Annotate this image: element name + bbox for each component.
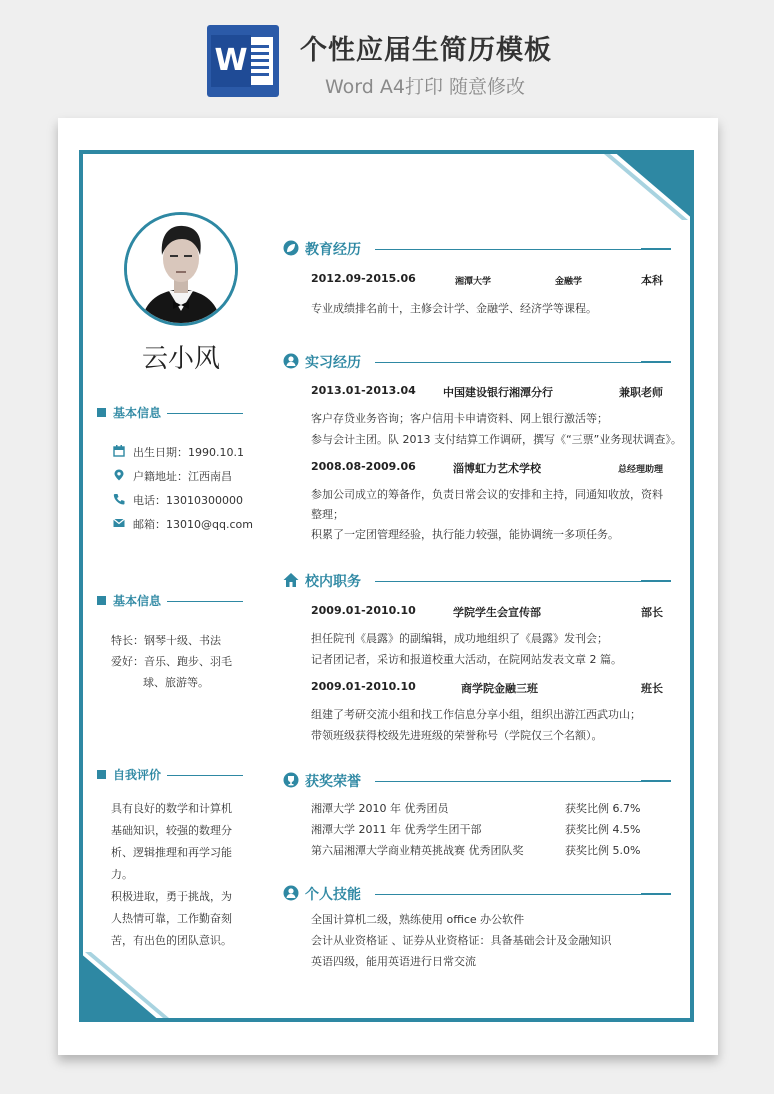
section-rule [375, 781, 671, 782]
trophy-icon [283, 772, 299, 788]
education-title: 教育经历 [305, 242, 361, 258]
hobby-line: 特长：钢琴十级、书法 [111, 634, 221, 647]
award-item [311, 800, 671, 816]
location-icon [113, 469, 125, 481]
award-ratio: 获奖比例 5.0% [565, 844, 641, 857]
internship-role: 兼职老师 [619, 386, 663, 399]
education-degree: 本科 [641, 274, 663, 287]
skill-line: 全国计算机二级，熟练使用 office 办公软件 [311, 913, 525, 926]
campus-period: 2009.01-2010.10 [311, 680, 416, 693]
internship-org: 淄博虹力艺术学校 [453, 462, 541, 475]
self-eval-line: 积极进取，勇于挑战，为 [111, 890, 232, 903]
self-eval-line: 析、逻辑推理和再学习能 [111, 846, 232, 859]
heading-rule [167, 601, 243, 602]
home-icon [283, 572, 299, 588]
page-title: 个性应届生简历模板 [300, 35, 552, 66]
word-icon [207, 25, 279, 97]
award-ratio: 获奖比例 4.5% [565, 823, 641, 836]
internship-desc-line: 积累了一定团管理经验，执行能力较强，能协调统一多项任务。 [311, 528, 619, 541]
campus-desc-line: 带领班级获得校级先进班级的荣誉称号（学院仅三个名额）。 [311, 729, 603, 742]
email-icon [113, 517, 125, 529]
self-eval-line: 苦，有出色的团队意识。 [111, 934, 232, 947]
skills-title: 个人技能 [305, 887, 361, 903]
hobby-line: 爱好：音乐、跑步、羽毛 [111, 655, 232, 668]
section-rule [375, 249, 671, 250]
resume-paper [58, 118, 718, 1055]
award-ratio: 获奖比例 6.7% [565, 802, 641, 815]
corner-decoration-top-right [604, 150, 694, 220]
award-name: 湘潭大学 2010 年 优秀团员 [311, 802, 449, 815]
education-period: 2012.09-2015.06 [311, 272, 416, 285]
section-rule [375, 362, 671, 363]
internship-org: 中国建设银行湘潭分行 [443, 386, 553, 399]
corner-decoration-bottom-left [79, 952, 169, 1022]
campus-desc-line: 组建了考研交流小组和找工作信息分享小组，组织出游江西武功山； [311, 708, 641, 721]
page-subtitle: Word A4打印 随意修改 [325, 76, 526, 98]
person-icon [283, 353, 299, 369]
hobbies-title: 基本信息 [113, 594, 162, 608]
education-major: 金融学 [555, 277, 583, 287]
self-eval-line: 力。 [111, 868, 133, 881]
heading-square-icon [97, 408, 106, 417]
campus-period: 2009.01-2010.10 [311, 604, 416, 617]
internship-section-heading [283, 351, 671, 373]
calendar-icon [113, 445, 125, 457]
internship-desc-line: 参与会计主团。队 2013 支付结算工作调研，撰写《“三票”业务现状调查》。 [311, 433, 682, 446]
hobbies-heading [97, 592, 257, 612]
phone-icon [113, 493, 125, 505]
basic-info-heading [97, 404, 257, 424]
skills-section-heading [283, 883, 671, 905]
basic-info-title: 基本信息 [113, 406, 162, 420]
internship-title: 实习经历 [305, 355, 361, 371]
internship-desc-line: 整理； [311, 508, 344, 521]
campus-row [311, 604, 663, 620]
campus-section-heading [283, 570, 671, 592]
campus-desc-line: 担任院刊《晨露》的副编辑，成功地组织了《晨露》发刊会； [311, 632, 608, 645]
self-eval-line: 人热情可靠，工作勤奋刻 [111, 912, 232, 925]
heading-rule [167, 413, 243, 414]
internship-period: 2013.01-2013.04 [311, 384, 416, 397]
heading-square-icon [97, 596, 106, 605]
campus-row [311, 680, 663, 696]
campus-title: 校内职务 [305, 574, 361, 590]
internship-desc-line: 客户存贷业务咨询；客户信用卡申请资料、网上银行激活等； [311, 412, 608, 425]
header-banner [0, 0, 774, 110]
awards-title: 获奖荣誉 [305, 774, 361, 790]
resume-frame: 云小风 基本信息 出生日期：1990.10.1 户籍地址：江西南昌 电话：13010300000 邮箱：13010@qq.com 基本信息 特长：钢琴十级、书法 爱好：音乐、跑步、羽毛 球、旅游等。 自我评价 具有良好的数学和计算机 基础知识，较强的数理分 析、逻辑推理和再学习能 力。 积极进取，勇于挑战，为 人热情可靠，工作勤奋刻 苦，有出色的团队意识。 教育经历 2012.09-2015.06 湘潭大学 金融学 本科 专业成绩排名前十，主修会计学、金融学、经济学等课程。 实习经历 2013.01-2013.04 中国建设银行湘潭分行 兼职老师 客户存贷业务咨询；客户信用卡申请资料、网上银行激活等； 参与会计主团。队 2013 支付结算工作调研，撰写《“三票”业务现状调查》。 2008.08-2009.06 淄博虹力艺术学校 总经理助理 参加公司成立的筹备作，负责日常会议的安排和主持，同通知收放，资料 整理； 积累了一定团管理经验，执行能力较强，能协调统一多项任务。 校内职务 2009.01-2010.10 学院学生会宣传部 部长 担任院刊《晨露》的副编辑，成功地组织了《晨露》发刊会； 记者团记者，采访和报道校重大活动，在院网站发表文章 2 篇。 2009.01-2010.10 商学院金融三班 班长 组建了考研交流小组和找工作信息分享小组，组织出游江西武功山； 带领班级获得校级先进班级的荣誉称号（学院仅三个名额）。 获奖荣誉 湘潭大学 2010 年 优秀团员 获奖比例 6.7% 湘潭大学 2011 年 优秀学生团干部 获奖比例 4.5% 第六届湘潭大学商业精英挑战赛 优秀团队奖 获奖比例 5.0% 个人技能 全国计算机二级，熟练使用 office 办公软件 会计从业资格证 、证券从业资格证：具备基础会计及金融知识 英语四级，能用英语进行日常交流 [79, 150, 694, 1022]
internship-period: 2008.08-2009.06 [311, 460, 416, 473]
education-row [311, 272, 663, 288]
section-rule [375, 581, 671, 582]
internship-row [311, 460, 663, 476]
award-name: 湘潭大学 2011 年 优秀学生团干部 [311, 823, 482, 836]
self-eval-line: 基础知识，较强的数理分 [111, 824, 232, 837]
user-icon [283, 885, 299, 901]
skill-line: 会计从业资格证 、证券从业资格证：具备基础会计及金融知识 [311, 934, 612, 947]
campus-desc-line: 记者团记者，采访和报道校重大活动，在院网站发表文章 2 篇。 [311, 653, 622, 666]
section-rule [375, 894, 671, 895]
avatar [124, 212, 238, 326]
award-item [311, 821, 671, 837]
awards-section-heading [283, 770, 671, 792]
self-eval-title: 自我评价 [113, 768, 162, 782]
education-desc: 专业成绩排名前十，主修会计学、金融学、经济学等课程。 [311, 302, 597, 315]
candidate-name: 云小风 [141, 344, 220, 374]
campus-org: 商学院金融三班 [461, 682, 538, 695]
word-logo-letter: W [211, 35, 251, 87]
award-item [311, 842, 671, 858]
education-section-heading [283, 238, 671, 260]
award-name: 第六届湘潭大学商业精英挑战赛 优秀团队奖 [311, 844, 524, 857]
self-eval-heading [97, 766, 257, 786]
self-eval-line: 具有良好的数学和计算机 [111, 802, 232, 815]
internship-role: 总经理助理 [617, 465, 663, 475]
internship-row [311, 384, 663, 400]
campus-org: 学院学生会宣传部 [453, 606, 541, 619]
education-school: 湘潭大学 [455, 277, 492, 287]
leaf-icon [283, 240, 299, 256]
internship-desc-line: 参加公司成立的筹备作，负责日常会议的安排和主持，同通知收放，资料 [311, 488, 663, 501]
skill-line: 英语四级，能用英语进行日常交流 [311, 955, 476, 968]
campus-role: 部长 [641, 606, 663, 619]
hobby-line: 球、旅游等。 [143, 676, 209, 689]
heading-rule [167, 775, 243, 776]
heading-square-icon [97, 770, 106, 779]
portrait-illustration [127, 215, 235, 323]
campus-role: 班长 [641, 682, 663, 695]
